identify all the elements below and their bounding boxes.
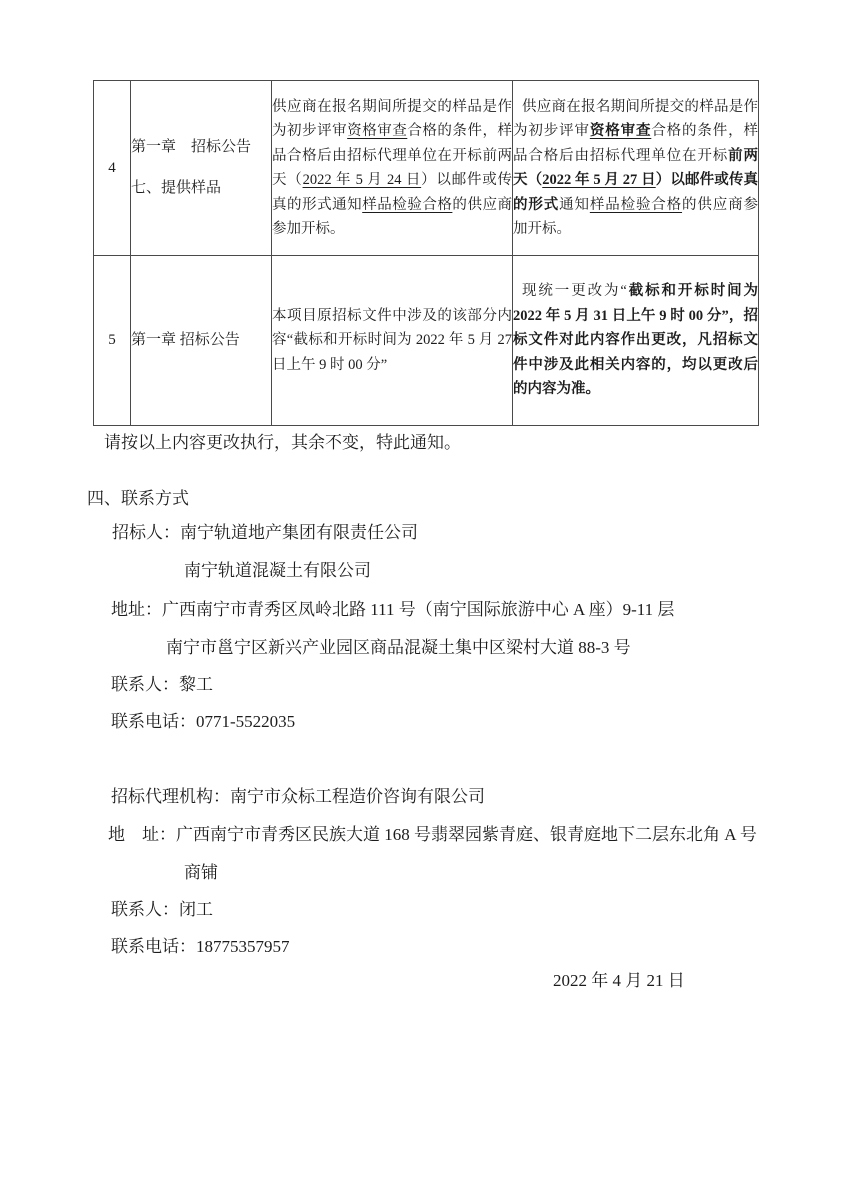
- closing-note: 请按以上内容更改执行，其余不变，特此通知。: [104, 433, 461, 452]
- section-line: 第一章 招标公告: [131, 139, 252, 155]
- table-row-5: [94, 256, 759, 426]
- original-content-cell: 供应商在报名期间所提交的样品是作为初步评审资格审查合格的条件，样品合格后由招标代理单位在开标前两天（2022 年 5 月 24 日）以邮件或传真的形式通知样品检验合格的供应商参加开标。: [272, 81, 513, 256]
- tenderer-phone: 联系电话：0771-5522035: [111, 712, 296, 731]
- section-line: 七、提供样品: [131, 180, 222, 196]
- document-date: 2022 年 4 月 21 日: [553, 971, 685, 990]
- agency-contact-person: 联系人：闭工: [111, 900, 213, 919]
- original-content-cell: 本项目原招标文件中涉及的该部分内容“截标和开标时间为 2022 年 5 月 27 日上午 9 时 00 分”: [272, 256, 513, 426]
- tenderer-name-line-2: 南宁轨道混凝土有限公司: [184, 561, 371, 580]
- section-line: 第一章 招标公告: [131, 332, 240, 348]
- contact-section-heading: 四、联系方式: [87, 489, 189, 508]
- agency-address-line-2: 商铺: [184, 863, 218, 882]
- table-row-4: [94, 81, 759, 256]
- section-cell: [131, 81, 272, 256]
- revised-content-cell: 现统一更改为“截标和开标时间为 2022 年 5 月 31 日上午 9 时 00 分”，招标文件对此内容作出更改，凡招标文件中涉及此相关内容的，均以更改后的内容为准。: [513, 256, 759, 426]
- row-number: 5: [94, 256, 131, 426]
- tenderer-contact-person: 联系人：黎工: [111, 675, 213, 694]
- agency-address-line: 地 址：广西南宁市青秀区民族大道 168 号翡翠园紫青庭、银青庭地下二层东北角 A 号: [108, 825, 757, 844]
- change-table: [93, 80, 759, 426]
- agency-phone: 联系电话：18775357957: [111, 937, 290, 956]
- tenderer-address-line: 地址：广西南宁市青秀区凤岭北路 111 号（南宁国际旅游中心 A 座）9-11 层: [111, 600, 675, 619]
- section-cell: [131, 256, 272, 426]
- tenderer-name-line: 招标人：南宁轨道地产集团有限责任公司: [112, 523, 418, 542]
- tenderer-address-line-2: 南宁市邕宁区新兴产业园区商品混凝土集中区梁村大道 88-3 号: [166, 638, 631, 657]
- row-number: 4: [94, 81, 131, 256]
- agency-name-line: 招标代理机构：南宁市众标工程造价咨询有限公司: [111, 787, 485, 806]
- revised-content-cell: 供应商在报名期间所提交的样品是作为初步评审资格审查合格的条件，样品合格后由招标代理单位在开标前两天（2022 年 5 月 27 日）以邮件或传真的形式通知样品检验合格的供应商参加开标。: [513, 81, 759, 256]
